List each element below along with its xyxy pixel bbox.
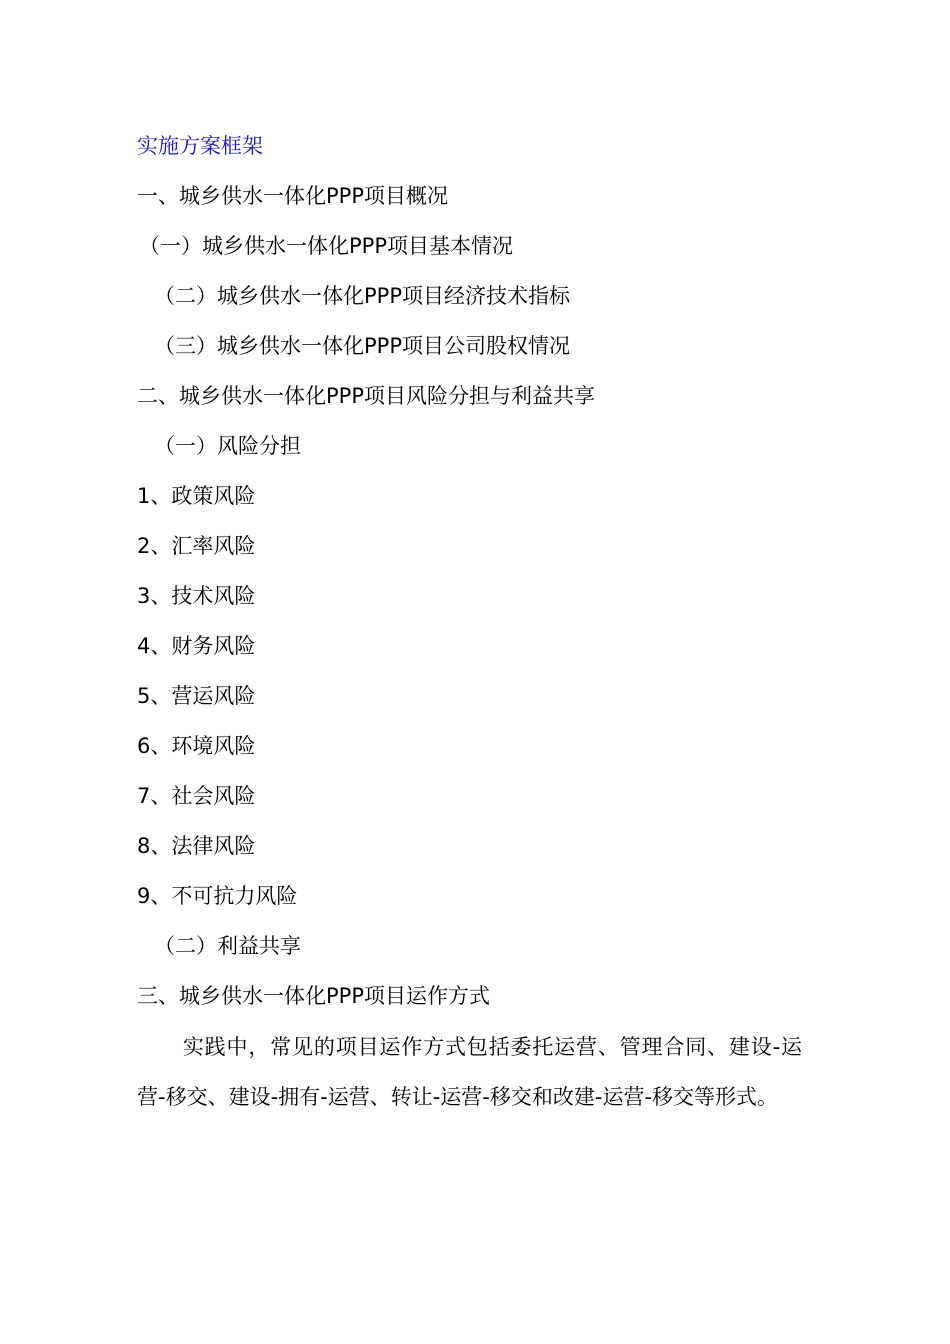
subheading-2-1: （一）风险分担: [154, 434, 301, 458]
subheading-1-2: （二）城乡供水一体化PPP项目经济技术指标: [154, 284, 570, 308]
subheading-2-2: （二）利益共享: [154, 934, 301, 958]
heading-section-1: 一、城乡供水一体化PPP项目概况: [137, 184, 448, 208]
body-paragraph: [137, 1022, 802, 1122]
list-item-risk-1: 1、政策风险: [137, 484, 256, 508]
list-item-risk-6: 6、环境风险: [137, 734, 256, 758]
document-title: 实施方案框架: [137, 134, 263, 158]
subheading-1-1: （一）城乡供水一体化PPP项目基本情况: [139, 234, 513, 258]
subheading-1-3: （三）城乡供水一体化PPP项目公司股权情况: [154, 334, 570, 358]
list-item-risk-4: 4、财务风险: [137, 634, 256, 658]
heading-section-2: 二、城乡供水一体化PPP项目风险分担与利益共享: [137, 384, 595, 408]
list-item-risk-9: 9、不可抗力风险: [137, 884, 298, 908]
list-item-risk-5: 5、营运风险: [137, 684, 256, 708]
list-item-risk-3: 3、技术风险: [137, 584, 256, 608]
body-paragraph-text: 实践中，常见的项目运作方式包括委托运营、管理合同、建设-运营-移交、建设-拥有-运营、转让-运营-移交和改建-运营-移交等形式。: [137, 1035, 802, 1109]
list-item-risk-2: 2、汇率风险: [137, 534, 256, 558]
list-item-risk-7: 7、社会风险: [137, 784, 256, 808]
heading-section-3: 三、城乡供水一体化PPP项目运作方式: [137, 984, 490, 1008]
list-item-risk-8: 8、法律风险: [137, 834, 256, 858]
